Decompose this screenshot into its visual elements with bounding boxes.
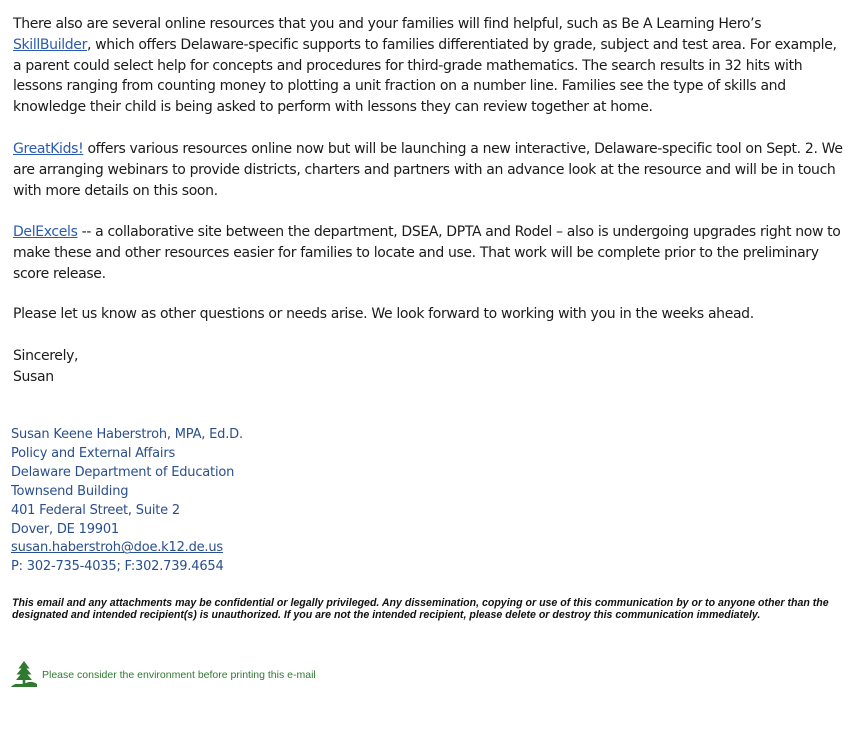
closing [13,346,843,388]
signature-street: 401 Federal Street, Suite 2 [11,502,180,518]
paragraph-delexcels [13,222,843,284]
greatkids-link[interactable]: GreatKids! [13,141,84,157]
confidentiality-disclaimer: This email and any attachments may be confidential or legally privileged. Any dissemination, copying or use of this communication by or to anyone other than the designated and intended recipient(s) is unauthorized. If you are not the intended recipient, please delete or destroy this communication immediately. [12,597,829,622]
skillbuilder-link[interactable]: SkillBuilder [13,36,87,53]
signature-city: Dover, DE 19901 [11,521,119,537]
signature-building: Townsend Building [11,483,129,499]
eco-notice-text: Please consider the environment before printing this e-mail [42,669,316,681]
signature-title: Policy and External Affairs [11,445,176,461]
paragraph-questions [13,304,843,325]
paragraph-greatkids [13,139,843,201]
signature-block [11,426,243,577]
salutation: Sincerely, [13,348,79,364]
eco-notice [10,660,316,688]
paragraph-text: Please let us know as other questions or needs arise. We look forward to working with you in the weeks ahead. [13,306,754,322]
paragraph-text: There also are several online resources that you and your families will find helpful, such as Be A Learning Hero’s [13,16,762,32]
signature-organization: Delaware Department of Education [11,464,235,480]
paragraph-text: offers various resources online now but will be launching a new interactive, Delaware-specific tool on Sept. 2. We are arranging webinars to provide districts, charters and partners with an advance look at the resource and will be in touch with more details on this soon. [13,141,843,199]
signature-phone: P: 302-735-4035; F:302.739.4654 [11,559,224,575]
signature-email-link[interactable]: susan.haberstroh@doe.k12.de.us [11,540,223,556]
signature-name: Susan Keene Haberstroh, MPA, Ed.D. [11,427,243,442]
paragraph-text: , which offers Delaware-specific supports to families differentiated by grade, subject and test area. For example, a parent could select help for concepts and procedures for third-grade mathematics. The search results in 32 hits with lessons ranging from counting money to plotting a unit fraction on a number line. Families see the type of skills and knowledge their child is being asked to perform with lessons they can review together at home. [13,36,837,116]
paragraph-online-resources [13,14,843,118]
paragraph-text: -- a collaborative site between the department, DSEA, DPTA and Rodel – also is undergoing upgrades right now to make these and other resources easier for families to locate and use. That work will be complete prior to the preliminary score release. [13,224,841,282]
delexcels-link[interactable]: DelExcels [13,224,78,240]
sender-first-name: Susan [13,368,54,385]
tree-icon [10,660,38,688]
